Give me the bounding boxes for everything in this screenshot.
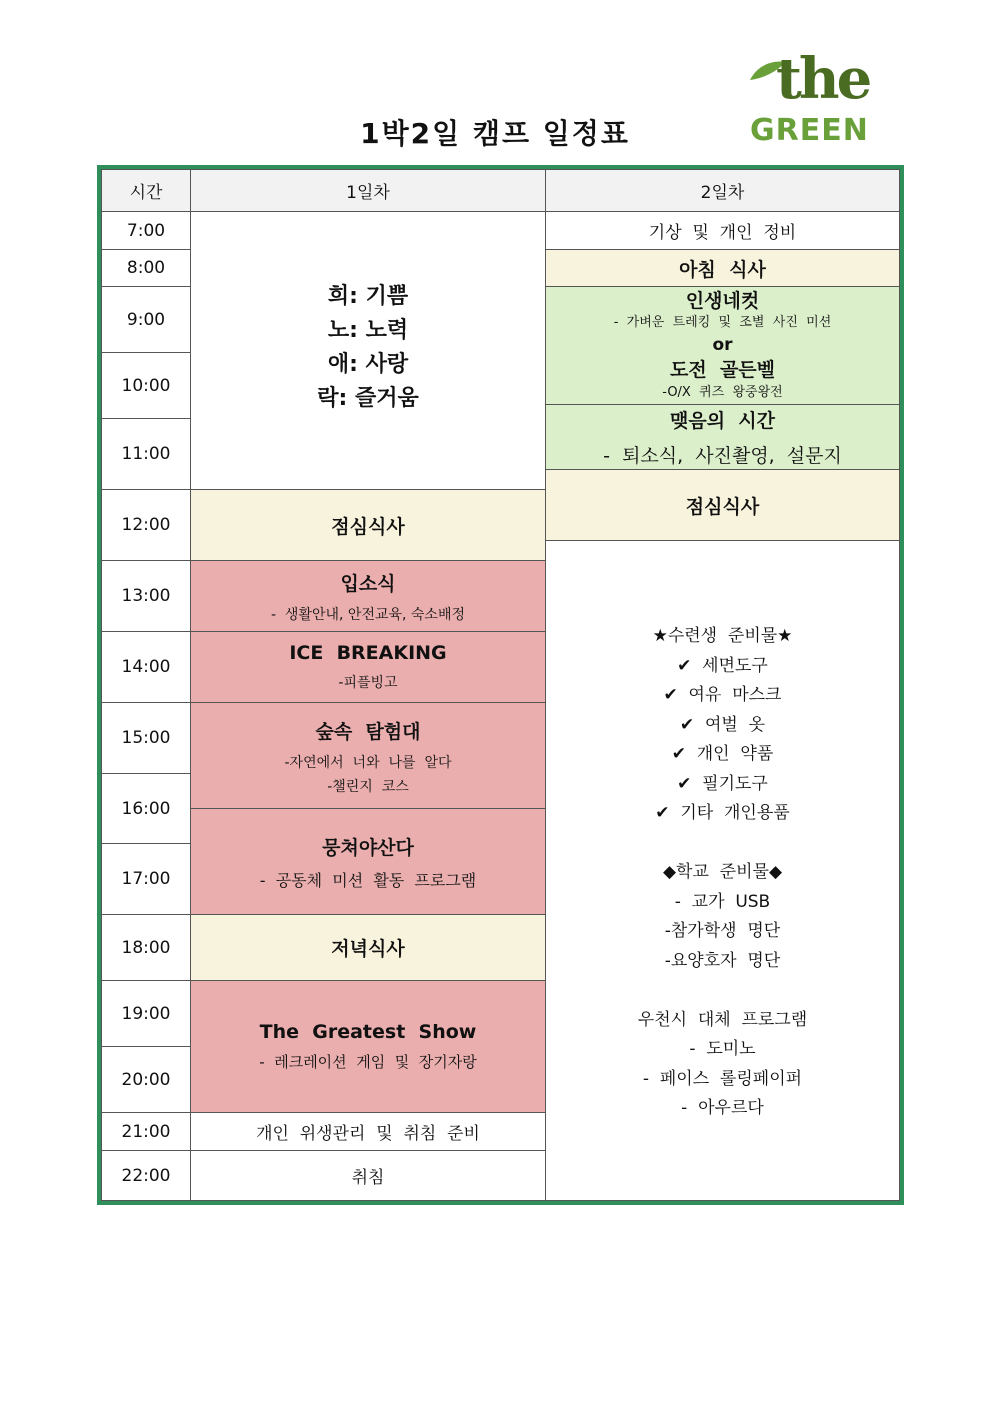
goldenbell-title: 도전 골든벨 [670,359,775,381]
intro-line: 락: 즐거움 [317,386,419,411]
intro-line: 희: 기쁨 [327,284,409,309]
goldenbell-desc: -O/X 퀴즈 왕중왕전 [662,385,783,400]
time-cell: 15:00 [101,702,191,774]
together-desc: - 공동체 미션 활동 프로그램 [259,870,477,890]
page-title: 1박2일 캠프 일정표 [360,117,630,150]
time-cell: 14:00 [101,631,191,703]
time-cell: 11:00 [101,418,191,490]
day2-wake [545,211,900,250]
sleep-text: 취침 [351,1168,385,1188]
note-line: -요양호자 명단 [664,950,781,971]
time-cell: 9:00 [101,286,191,353]
day1-lunch-title: 점심식사 [331,515,405,538]
life4cut-desc: - 가벼운 트레킹 및 조별 사진 미션 [613,315,832,330]
note-line: - 도미노 [689,1039,756,1059]
or-text: or [712,335,733,355]
closing-desc: - 퇴소식, 사진촬영, 설문지 [603,445,842,467]
day1-hygiene [190,1112,546,1151]
closing-title: 맺음의 시간 [670,410,775,432]
day1-entrance [190,560,546,632]
time-cell: 19:00 [101,980,191,1047]
time-cell: 21:00 [101,1112,191,1151]
day1-forest [190,702,546,809]
time-cell: 7:00 [101,211,191,250]
note-line: ✔ 여벌 옷 [679,714,766,735]
note-line: ✔ 필기도구 [677,773,768,794]
breakfast-text: 아침 식사 [679,258,766,281]
entrance-desc: - 생활안내, 안전교육, 숙소배정 [270,606,466,623]
day1-intro-block [190,211,546,490]
day1-show [190,980,546,1113]
day2-closing [545,404,900,470]
forest-desc-2: -챌린지 코스 [327,779,409,795]
day1-sleep [190,1150,546,1201]
time-cell: 12:00 [101,489,191,561]
header-day1: 1일차 [190,169,546,212]
logo-the-text: the [776,46,870,112]
show-desc: - 레크레이션 게임 및 장기자랑 [259,1053,477,1071]
time-cell: 13:00 [101,560,191,632]
time-cell: 16:00 [101,773,191,844]
note-line: ◆학교 준비물◆ [662,862,783,882]
day2-lunch [545,469,900,541]
note-line: ✔ 여유 마스크 [663,685,782,705]
note-line: - 페이스 롤링페이퍼 [642,1068,803,1089]
icebreak-desc: -피플빙고 [338,675,398,691]
the-green-logo [748,48,878,152]
together-title: 뭉쳐야산다 [322,836,414,859]
note-line [638,976,807,1006]
time-cell: 20:00 [101,1046,191,1113]
day1-icebreak [190,631,546,703]
time-cell: 10:00 [101,352,191,419]
header-time: 시간 [101,169,191,212]
life4cut-title: 인생네컷 [685,290,760,312]
logo-green-text: GREEN [750,113,869,148]
wake-text: 기상 및 개인 정비 [648,223,797,243]
entrance-title: 입소식 [340,572,396,595]
intro-line: 노: 노력 [327,318,409,343]
intro-line: 애: 사랑 [327,352,409,377]
show-title: The Greatest Show [259,1021,477,1043]
day2-breakfast [545,249,900,287]
forest-title: 숲속 탐험대 [315,721,421,743]
time-cell: 18:00 [101,914,191,981]
day1-lunch [190,489,546,561]
note-line: ✔ 기타 개인용품 [655,803,790,823]
time-cell: 22:00 [101,1150,191,1201]
note-line: ★수련생 준비물★ [652,626,793,646]
day2-notes [545,540,900,1201]
dinner-title: 저녁식사 [331,938,405,960]
note-line [638,829,807,859]
header-day2: 2일차 [545,169,900,212]
note-line: - 아우르다 [681,1098,764,1118]
note-line: - 교가 USB [674,891,771,912]
note-line: ✔ 개인 약품 [671,744,774,764]
icebreak-title: ICE BREAKING [289,642,447,664]
note-line: ✔ 세면도구 [677,655,768,676]
forest-desc-1: -자연에서 너와 나를 알다 [284,755,452,771]
notes-list [638,622,807,1124]
day1-together [190,808,546,915]
day2-lunch-title: 점심식사 [685,495,760,518]
note-line: -참가학생 명단 [664,921,781,941]
hygiene-text: 개인 위생관리 및 취침 준비 [256,1124,480,1144]
time-cell: 8:00 [101,249,191,287]
day1-dinner [190,914,546,981]
note-line: 우천시 대체 프로그램 [637,1009,808,1030]
time-cell: 17:00 [101,843,191,915]
day2-morning-program [545,286,900,405]
